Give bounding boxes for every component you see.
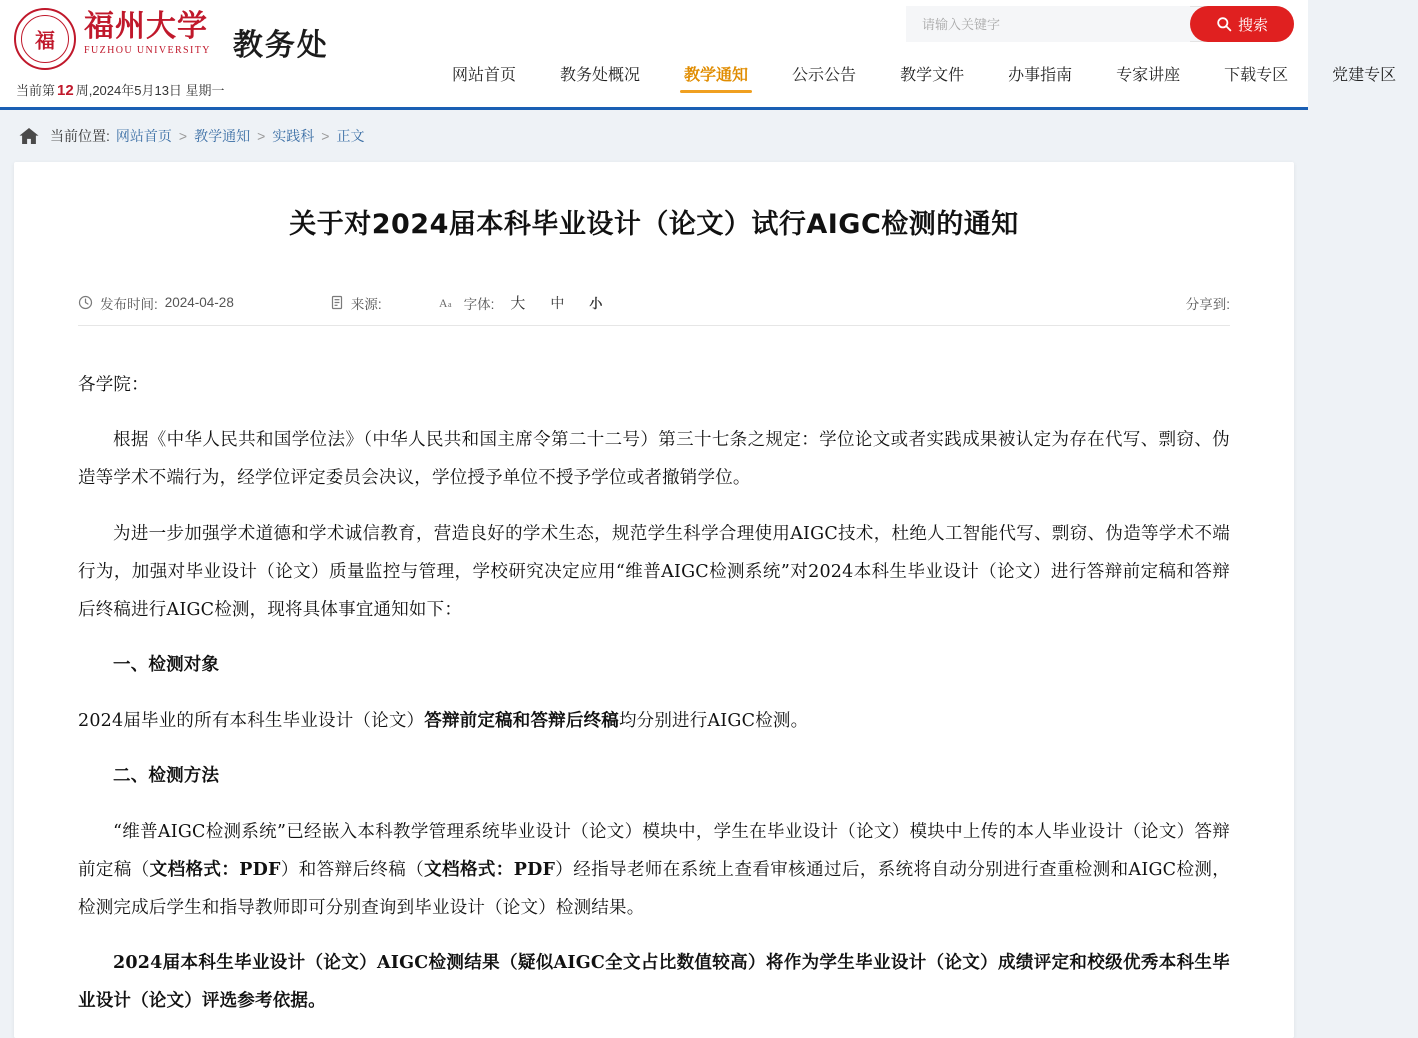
search-button[interactable] [1190,6,1294,42]
site-logo[interactable] [14,6,329,70]
source-label: 来源: [350,296,382,312]
font-size-group [439,292,612,313]
font-size-icon [439,295,457,310]
paragraph-7: 2024届本科生毕业设计（论文）AIGC检测结果（疑似AIGC全文占比数值较高）将作为学生毕业设计（论文）成绩评定和校级优秀本科生毕业设计（论文）评选参考依据。 [78,953,1230,1011]
svg-text:A: A [438,297,448,310]
current-date-bar [16,80,225,99]
date-suffix: 周,2024年5月13日 星期一 [75,83,225,98]
nav-item-5[interactable]: 办事指南 [1008,67,1073,84]
search-box[interactable] [906,6,1294,42]
paragraph-0: 各学院： [78,374,149,395]
breadcrumb-item-1[interactable]: 教学通知 [194,128,251,144]
site-header [0,0,1397,110]
nav-item-6[interactable]: 专家讲座 [1116,67,1181,84]
publish-time-group [78,293,234,313]
nav-item-2[interactable]: 教学通知 [662,62,770,97]
nav-item-0[interactable]: 网站首页 [452,67,517,84]
university-name-en: FUZHOU UNIVERSITY [84,45,211,56]
nav-item-8[interactable]: 党建专区 [1332,67,1397,84]
paragraph-6-part-d: 文档格式：PDF [424,859,556,880]
breadcrumb-label: 当前位置: [50,128,110,144]
article-meta [78,280,1230,326]
svg-text:a: a [447,300,452,309]
article-card [14,162,1294,1038]
section-heading-1: 一、检测对象 [113,655,220,675]
publish-time-value: 2024-04-28 [164,295,234,310]
nav-item-3[interactable]: 公示公告 [792,67,857,84]
university-name-cn: 福州大学 [84,9,208,44]
university-name-block [84,10,211,56]
article-body [78,326,1230,1020]
home-icon[interactable] [18,126,40,146]
date-prefix: 当前第 [16,83,56,98]
paragraph-4-part-a: 2024届毕业的所有本科生毕业设计（论文） [78,710,425,731]
paragraph-4 [78,702,1230,740]
seal-character: 福 [35,28,55,53]
source-group [330,293,389,313]
breadcrumb [0,110,1308,162]
search-icon [1216,16,1232,32]
paragraph-6-part-a: “维普AIGC检测系统”已经嵌入本科教学管理系统毕业设计（论文）模块中，学生在毕业设计（论文）模块中上传的本人毕业设计（论文）答辩前定稿（ [78,821,1230,880]
document-icon [330,295,344,310]
font-size-label: 字体: [463,296,495,312]
font-size-large-button[interactable]: 大 [510,295,526,312]
clock-icon [78,295,93,310]
section-heading-2: 二、检测方法 [113,766,220,786]
week-number: 12 [57,82,74,99]
breadcrumb-separator-0: > [178,128,188,144]
search-button-label: 搜索 [1237,16,1268,34]
paragraph-6-part-e: ）经指导老师在系统上查看审核通过后，系统将自动分别进行查重检测和AIGC检测，检测完成后学生和指导教师即可分别查询到毕业设计（论文）检测结果。 [78,859,1231,918]
share-label: 分享到: [1185,296,1230,312]
nav-item-4[interactable]: 教学文件 [900,67,965,84]
paragraph-1: 根据《中华人民共和国学位法》（中华人民共和国主席令第二十二号）第三十七条之规定：学位论文或者实践成果被认定为存在代写、剽窃、伪造等学术不端行为，经学位评定委员会决议，学位授予单位不授予学位或者撤销学位。 [78,430,1230,488]
page-title: 关于对2024届本科毕业设计（论文）试行AIGC检测的通知 [289,209,1019,240]
paragraph-6-part-c: ）和答辩后终稿（ [280,859,425,880]
breadcrumb-item-3: 正文 [336,128,365,144]
paragraph-6-part-b: 文档格式：PDF [149,859,281,880]
nav-item-7[interactable]: 下载专区 [1224,67,1289,84]
font-size-small-button[interactable]: 小 [589,296,603,311]
nav-item-1[interactable]: 教务处概况 [560,67,641,84]
paragraph-4-part-c: 均分别进行AIGC检测。 [618,710,809,731]
main-nav [430,62,1418,97]
breadcrumb-separator-1: > [257,128,266,144]
breadcrumb-separator-2: > [321,128,330,144]
publish-time-label: 发布时间: [100,296,158,312]
university-seal-icon [14,8,76,70]
breadcrumb-item-2[interactable]: 实践科 [272,128,315,144]
paragraph-4-part-b: 答辩前定稿和答辩后终稿 [424,710,619,731]
paragraph-2: 为进一步加强学术道德和学术诚信教育，营造良好的学术生态，规范学生科学合理使用AIGC技术，杜绝人工智能代写、剽窃、伪造等学术不端行为，加强对毕业设计（论文）质量监控与管理，学校研究决定应用“维普AIGC检测系统”对2024本科生毕业设计（论文）进行答辩前定稿和答辩后终稿进行AIGC检测，现将具体事宜通知如下： [78,523,1230,620]
font-size-medium-button[interactable]: 中 [550,294,565,311]
search-input[interactable] [906,6,1190,42]
paragraph-6 [78,813,1230,927]
department-name: 教务处 [232,28,329,63]
breadcrumb-item-0[interactable]: 网站首页 [115,128,172,144]
